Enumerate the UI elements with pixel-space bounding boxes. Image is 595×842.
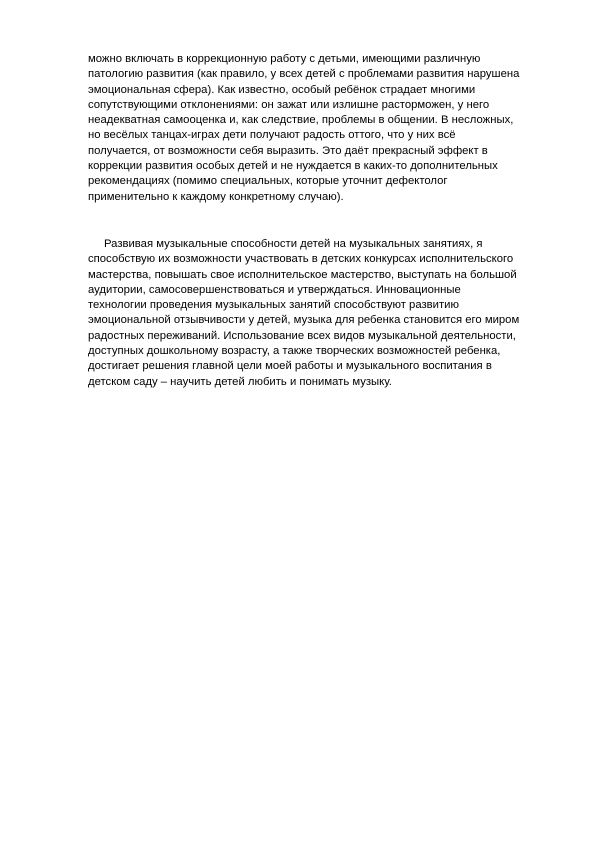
paragraph-line: технологии проведения музыкальных занятий способствуют развитию xyxy=(88,299,459,312)
paragraph-line: коррекции развития особых детей и не нуждается в каких-то дополнительных xyxy=(88,160,498,173)
paragraph-line: детском саду – научить детей любить и понимать музыку. xyxy=(88,375,392,388)
paragraph-line: аудитории, самосовершенствоваться и утверждаться. Инновационные xyxy=(88,283,461,296)
paragraph-line: рекомендациях (помимо специальных, которые уточнит дефектолог xyxy=(88,175,448,188)
paragraph-line: сопутствующими отклонениями: он зажат или излишне расторможен, у него xyxy=(88,98,490,111)
paragraph-line: эмоциональной отзывчивости у детей, музыка для ребенка становится его миром xyxy=(88,314,520,327)
paragraph-line: достигает решения главной цели моей работы и музыкального воспитания в xyxy=(88,360,492,373)
paragraph-line: получается, от возможности себя выразить. Это даёт прекрасный эффект в xyxy=(88,144,488,157)
paragraph-line: способствую их возможности участвовать в детских конкурсах исполнительского xyxy=(88,253,514,266)
paragraph-line: можно включать в коррекционную работу с детьми, имеющими различную xyxy=(88,53,481,65)
paragraph-line: радостных переживаний. Использование всех видов музыкальной деятельности, xyxy=(88,329,516,342)
paragraph-line: неадекватная самооценка и, как следствие, проблемы в общении. В несложных, xyxy=(88,114,514,127)
paragraph-line: эмоциональная сфера). Как известно, особый ребёнок страдает многими xyxy=(88,83,476,96)
paragraph-line: мастерства, повышать свое исполнительское мастерство, выступать на большой xyxy=(88,268,517,281)
paragraph-1 xyxy=(88,52,548,205)
paragraph-first-line: Развивая музыкальные способности детей на музыкальных занятиях, я xyxy=(104,238,483,250)
paragraph-line: патологию развития (как правило, у всех детей с проблемами развития нарушена xyxy=(88,68,520,81)
paragraph-line: применительно к каждому конкретному случаю). xyxy=(88,190,344,203)
paragraph-2 xyxy=(88,237,548,390)
paragraph-line: доступных дошкольному возрасту, а также творческих возможностей ребенка, xyxy=(88,345,501,358)
paragraph-line: но весёлых танцах-играх дети получают радость оттого, что у них всё xyxy=(88,129,456,142)
